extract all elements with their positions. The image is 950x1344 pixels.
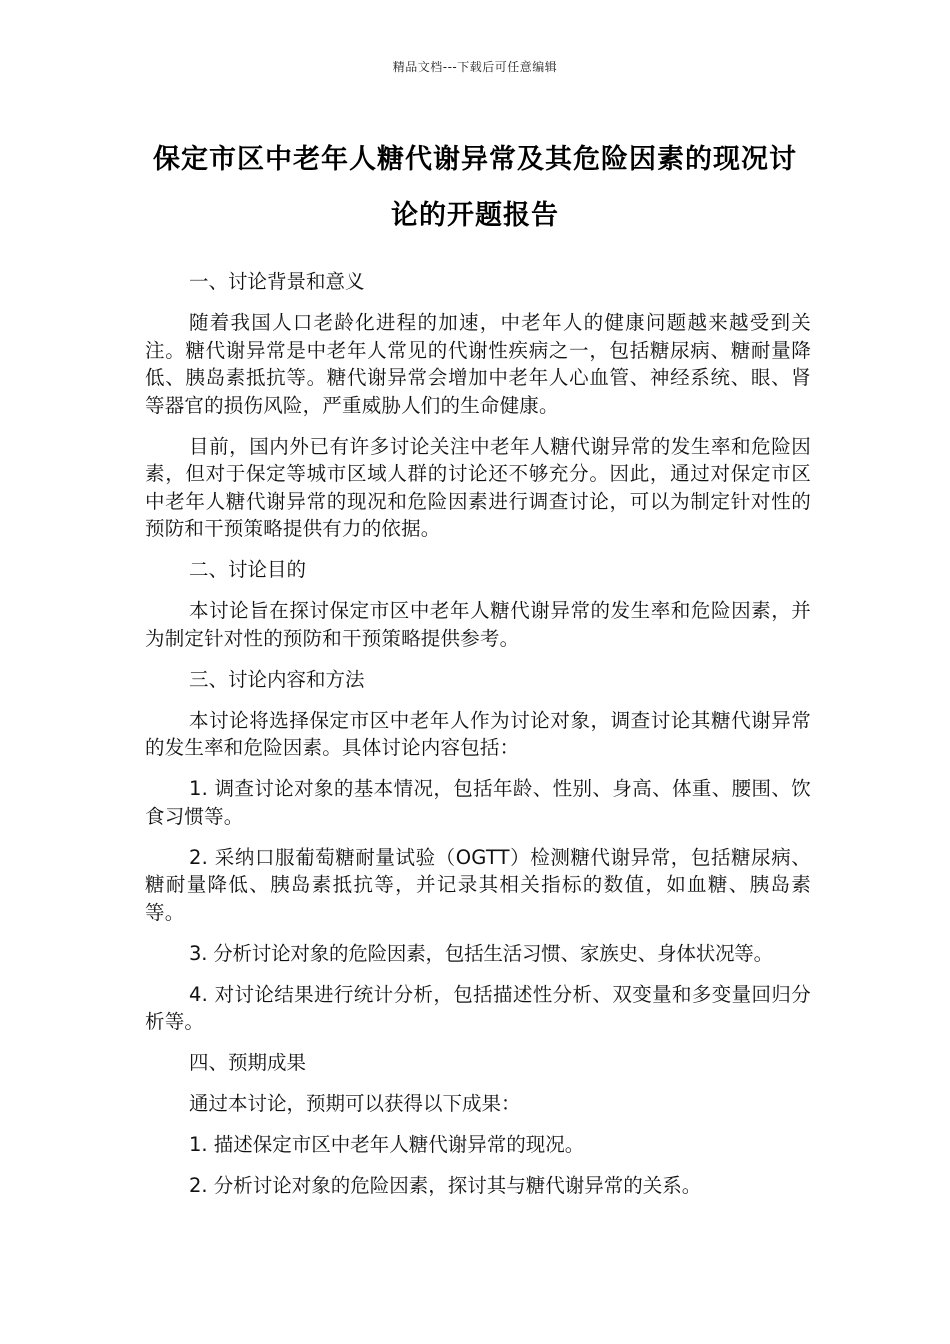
paragraph: 本讨论旨在探讨保定市区中老年人糖代谢异常的发生率和危险因素，并为制定针对性的预防和干预策略提供参考。 xyxy=(145,599,811,650)
document-title: 保定市区中老年人糖代谢异常及其危险因素的现况讨论的开题报告 xyxy=(153,144,797,231)
header-note: 精品文档---下载后可任意编辑 xyxy=(392,60,558,74)
paragraph: 目前，国内外已有许多讨论关注中老年人糖代谢异常的发生率和危险因素，但对于保定等城市区域人群的讨论还不够充分。因此，通过对保定市区中老年人糖代谢异常的现况和危险因素进行调查讨论，可以为制定针对性的预防和干预策略提供有力的依据。 xyxy=(145,434,811,540)
section-heading-purpose: 二、讨论目的 xyxy=(189,558,307,581)
list-item: 4. 对讨论结果进行统计分析，包括描述性分析、双变量和多变量回归分析等。 xyxy=(145,982,811,1033)
document-body xyxy=(145,268,811,1213)
section-heading-background: 一、讨论背景和意义 xyxy=(189,270,365,293)
section-heading-content-method: 三、讨论内容和方法 xyxy=(189,667,365,691)
paragraph: 通过本讨论，预期可以获得以下成果： xyxy=(189,1092,521,1115)
list-item: 1. 描述保定市区中老年人糖代谢异常的现况。 xyxy=(189,1133,585,1156)
list-item: 2. 采纳口服葡萄糖耐量试验（OGTT）检测糖代谢异常，包括糖尿病、糖耐量降低、胰岛素抵抗等，并记录其相关指标的数值，如血糖、胰岛素等。 xyxy=(145,845,811,924)
list-item: 3. 分析讨论对象的危险因素，包括生活习惯、家族史、身体状况等。 xyxy=(189,941,773,965)
list-item: 2. 分析讨论对象的危险因素，探讨其与糖代谢异常的关系。 xyxy=(189,1174,702,1197)
list-item: 1. 调查讨论对象的基本情况，包括年龄、性别、身高、体重、腰围、饮食习惯等。 xyxy=(145,777,811,828)
paragraph: 本讨论将选择保定市区中老年人作为讨论对象，调查讨论其糖代谢异常的发生率和危险因素。具体讨论内容包括： xyxy=(145,708,811,759)
section-heading-expected-results: 四、预期成果 xyxy=(189,1051,307,1074)
paragraph: 随着我国人口老龄化进程的加速，中老年人的健康问题越来越受到关注。糖代谢异常是中老年人常见的代谢性疾病之一，包括糖尿病、糖耐量降低、胰岛素抵抗等。糖代谢异常会增加中老年人心血管、神经系统、眼、肾等器官的损伤风险，严重威胁人们的生命健康。 xyxy=(145,311,811,417)
